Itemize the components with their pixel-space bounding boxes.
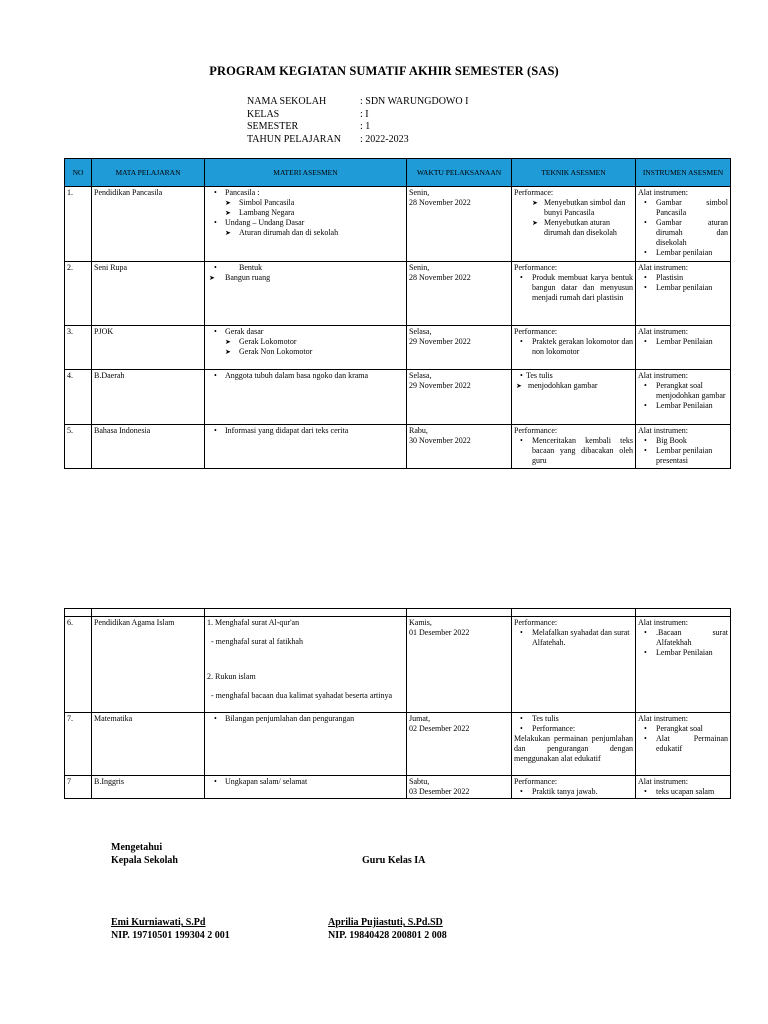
info-label: TAHUN PELAJARAN bbox=[247, 133, 341, 145]
list-item: ➤ Aturan dirumah dan di sekolah bbox=[207, 228, 404, 238]
row-number: 6. bbox=[65, 617, 92, 713]
row-instrument bbox=[636, 713, 731, 776]
row-materi bbox=[205, 326, 407, 370]
table-row bbox=[65, 370, 731, 425]
row-subject: Pendidikan Pancasila bbox=[92, 187, 205, 262]
row-instrument bbox=[636, 326, 731, 370]
info-row-class bbox=[247, 109, 468, 122]
instrument-heading: Alat instrumen: bbox=[638, 777, 688, 786]
instrument-heading: Alat instrumen: bbox=[638, 426, 688, 435]
day: Jumat, bbox=[409, 714, 431, 723]
technique-heading: Performace: bbox=[514, 188, 554, 197]
date: 28 November 2022 bbox=[409, 273, 471, 282]
row-number: 5. bbox=[65, 425, 92, 469]
list-item: • Tes tulis bbox=[514, 371, 633, 381]
list-item: ➤ Gerak Non Lokomotor bbox=[207, 347, 404, 357]
signature-left-heading bbox=[111, 842, 178, 867]
technique-heading: Performance: bbox=[514, 426, 558, 435]
signature-right-block bbox=[328, 917, 447, 942]
row-technique bbox=[512, 262, 636, 326]
row-instrument bbox=[636, 425, 731, 469]
day: Kamis, bbox=[409, 618, 432, 627]
materi-line: - menghafal surat al fatikhah bbox=[211, 637, 303, 646]
list-item: ➤ Menyebutkan simbol dan bunyi Pancasila bbox=[514, 198, 633, 218]
info-value: : 2022-2023 bbox=[360, 133, 409, 145]
list-item: • Anggota tubuh dalam basa ngoko dan krama bbox=[207, 371, 404, 381]
table-row bbox=[65, 776, 731, 799]
signature-left-block bbox=[111, 917, 230, 942]
list-item: • Bilangan penjumlahan dan pengurangan bbox=[207, 714, 404, 724]
instrument-heading: Alat instrumen: bbox=[638, 188, 688, 197]
info-label: NAMA SEKOLAH bbox=[247, 96, 327, 107]
row-time bbox=[407, 262, 512, 326]
list-item: • Praktik tanya jawab. bbox=[514, 787, 633, 797]
table-row bbox=[65, 617, 731, 713]
list-item: • Pancasila : bbox=[207, 188, 404, 198]
teacher-nip: NIP. 19840428 200801 2 008 bbox=[328, 929, 447, 941]
technique-heading: Performance: bbox=[514, 777, 558, 786]
day: Senin, bbox=[409, 188, 430, 197]
list-item: • Plastisin bbox=[638, 273, 728, 283]
list-item: • Alat Permainan edukatif bbox=[638, 734, 728, 754]
header-time: WAKTU PELAKSANAAN bbox=[407, 159, 512, 187]
info-value: : I bbox=[360, 108, 369, 120]
row-instrument bbox=[636, 617, 731, 713]
instrument-heading: Alat instrumen: bbox=[638, 371, 688, 380]
principal-nip: NIP. 19710501 199304 2 001 bbox=[111, 929, 230, 941]
header-materi: MATERI ASESMEN bbox=[205, 159, 407, 187]
table-header-row-empty bbox=[65, 609, 731, 617]
list-item: • Lembar Penilaian bbox=[638, 401, 728, 411]
row-technique bbox=[512, 776, 636, 799]
info-value: : SDN WARUNGDOWO I bbox=[360, 96, 469, 107]
row-materi bbox=[205, 187, 407, 262]
info-label: SEMESTER bbox=[247, 121, 299, 132]
row-materi bbox=[205, 713, 407, 776]
day: Sabtu, bbox=[409, 777, 430, 786]
list-item: ➤ Menyebutkan aturan dirumah dan disekolah bbox=[514, 218, 633, 238]
list-item: • Performance: bbox=[514, 724, 633, 734]
list-item: • Informasi yang didapat dari teks cerita bbox=[207, 426, 404, 436]
date: 01 Desember 2022 bbox=[409, 628, 470, 637]
row-materi bbox=[205, 425, 407, 469]
info-row-school bbox=[247, 96, 468, 109]
row-technique bbox=[512, 326, 636, 370]
header-subject: MATA PELAJARAN bbox=[92, 159, 205, 187]
row-time bbox=[407, 326, 512, 370]
row-materi bbox=[205, 617, 407, 713]
technique-heading: Performance: bbox=[514, 618, 558, 627]
technique-heading: Performance: bbox=[514, 263, 558, 272]
date: 03 Desember 2022 bbox=[409, 787, 470, 796]
list-item: • Undang – Undang Dasar bbox=[207, 218, 404, 228]
row-technique bbox=[512, 713, 636, 776]
row-subject: Bahasa Indonesia bbox=[92, 425, 205, 469]
technique-heading: Performance: bbox=[514, 327, 558, 336]
table-header-row bbox=[65, 159, 731, 187]
list-item: ➤ Gerak Lokomotor bbox=[207, 337, 404, 347]
date: 28 November 2022 bbox=[409, 198, 471, 207]
table-row bbox=[65, 326, 731, 370]
row-time bbox=[407, 187, 512, 262]
row-technique bbox=[512, 187, 636, 262]
school-info bbox=[247, 96, 468, 146]
list-item: ➤ Lambang Negara bbox=[207, 208, 404, 218]
header-technique: TEKNIK ASESMEN bbox=[512, 159, 636, 187]
row-subject: Pendidikan Agama Islam bbox=[92, 617, 205, 713]
list-item: • Lembar Penilaian bbox=[638, 648, 728, 658]
instrument-heading: Alat instrumen: bbox=[638, 714, 688, 723]
list-item: • Perangkat soal menjodohkan gambar bbox=[638, 381, 728, 401]
list-item: • Melafalkan syahadat dan surat Alfatehah. bbox=[514, 628, 633, 648]
signature-right-heading: Guru Kelas IA bbox=[362, 855, 426, 866]
date: 30 November 2022 bbox=[409, 436, 471, 445]
list-item: • Gambar simbol Pancasila bbox=[638, 198, 728, 218]
row-instrument bbox=[636, 262, 731, 326]
row-technique bbox=[512, 370, 636, 425]
row-technique bbox=[512, 617, 636, 713]
list-item: • Lembar penilaian bbox=[638, 283, 728, 293]
list-item: • Perangkat soal bbox=[638, 724, 728, 734]
materi-line: 1. Menghafal surat Al-qur'an bbox=[207, 618, 300, 627]
row-subject: Matematika bbox=[92, 713, 205, 776]
table-row bbox=[65, 187, 731, 262]
teacher-name: Aprilia Pujiastuti, S.Pd.SD bbox=[328, 917, 443, 928]
list-item: • Gerak dasar bbox=[207, 327, 404, 337]
row-number: 7 bbox=[65, 776, 92, 799]
table-row bbox=[65, 262, 731, 326]
row-materi bbox=[205, 776, 407, 799]
list-item: • .Bacaan surat Alfatekhah bbox=[638, 628, 728, 648]
day: Selasa, bbox=[409, 327, 432, 336]
row-time bbox=[407, 617, 512, 713]
row-subject: B.Daerah bbox=[92, 370, 205, 425]
materi-line: - menghafal bacaan dua kalimat syahadat beserta artinya bbox=[211, 691, 393, 700]
instrument-heading: Alat instrumen: bbox=[638, 263, 688, 272]
list-item: • teks ucapan salam bbox=[638, 787, 728, 797]
list-item: • Menceritakan kembali teks bacaan yang dibacakan oleh guru bbox=[514, 436, 633, 466]
row-subject: B.Inggris bbox=[92, 776, 205, 799]
info-row-semester bbox=[247, 121, 468, 134]
list-item: • Lembar penilaian presentasi bbox=[638, 446, 728, 466]
instrument-heading: Alat instrumen: bbox=[638, 327, 688, 336]
list-item: • Produk membuat karya bentuk bangun datar dan menyusun menjadi rumah dari plastisin bbox=[514, 273, 633, 303]
row-number: 3. bbox=[65, 326, 92, 370]
acknowledge-label: Mengetahui bbox=[111, 842, 163, 853]
row-technique bbox=[512, 425, 636, 469]
table-row bbox=[65, 425, 731, 469]
technique-text: Melakukan permainan penjumlahan dan pengurangan dengan menggunakan alat edukatif bbox=[514, 734, 633, 763]
list-item: ➤ Simbol Pancasila bbox=[207, 198, 404, 208]
instrument-heading: Alat instrumen: bbox=[638, 618, 688, 627]
row-number: 1. bbox=[65, 187, 92, 262]
info-label: KELAS bbox=[247, 108, 280, 120]
list-item: • Bentuk bbox=[207, 263, 404, 273]
row-number: 4. bbox=[65, 370, 92, 425]
table-row bbox=[65, 713, 731, 776]
day: Rabu, bbox=[409, 426, 428, 435]
materi-line: 2. Rukun islam bbox=[207, 672, 256, 681]
row-instrument bbox=[636, 370, 731, 425]
info-row-year bbox=[247, 134, 468, 147]
row-instrument bbox=[636, 187, 731, 262]
row-number: 2. bbox=[65, 262, 92, 326]
date: 29 November 2022 bbox=[409, 337, 471, 346]
row-time bbox=[407, 776, 512, 799]
row-subject: PJOK bbox=[92, 326, 205, 370]
row-time bbox=[407, 370, 512, 425]
header-no: NO bbox=[65, 159, 92, 187]
list-item: • Big Book bbox=[638, 436, 728, 446]
row-time bbox=[407, 425, 512, 469]
date: 29 November 2022 bbox=[409, 381, 471, 390]
row-subject: Seni Rupa bbox=[92, 262, 205, 326]
row-time bbox=[407, 713, 512, 776]
info-value: : 1 bbox=[360, 121, 371, 132]
header-instrument: INSTRUMEN ASESMEN bbox=[636, 159, 731, 187]
row-instrument bbox=[636, 776, 731, 799]
row-number: 7. bbox=[65, 713, 92, 776]
list-item: ➤ Bangun ruang bbox=[207, 273, 404, 283]
assessment-table-page1 bbox=[64, 158, 731, 469]
date: 02 Desember 2022 bbox=[409, 724, 470, 733]
day: Selasa, bbox=[409, 371, 432, 380]
list-item: ➤ menjodohkan gambar bbox=[514, 381, 633, 391]
row-materi bbox=[205, 262, 407, 326]
list-item: • Tes tulis bbox=[514, 714, 633, 724]
principal-name: Emi Kurniawati, S.Pd bbox=[111, 917, 206, 928]
list-item: • Ungkapan salam/ selamat bbox=[207, 777, 404, 787]
list-item: • Lembar Penilaian bbox=[638, 337, 728, 347]
day: Senin, bbox=[409, 263, 430, 272]
list-item: • Lembar penilaian bbox=[638, 248, 728, 258]
assessment-table-page2 bbox=[64, 608, 731, 799]
list-item: • Praktek gerakan lokomotor dan non lokomotor bbox=[514, 337, 633, 357]
document-title: PROGRAM KEGIATAN SUMATIF AKHIR SEMESTER (SAS) bbox=[209, 64, 559, 78]
principal-label: Kepala Sekolah bbox=[111, 854, 178, 866]
row-materi bbox=[205, 370, 407, 425]
list-item: • Gambar aturan dirumah dan disekolah bbox=[638, 218, 728, 248]
